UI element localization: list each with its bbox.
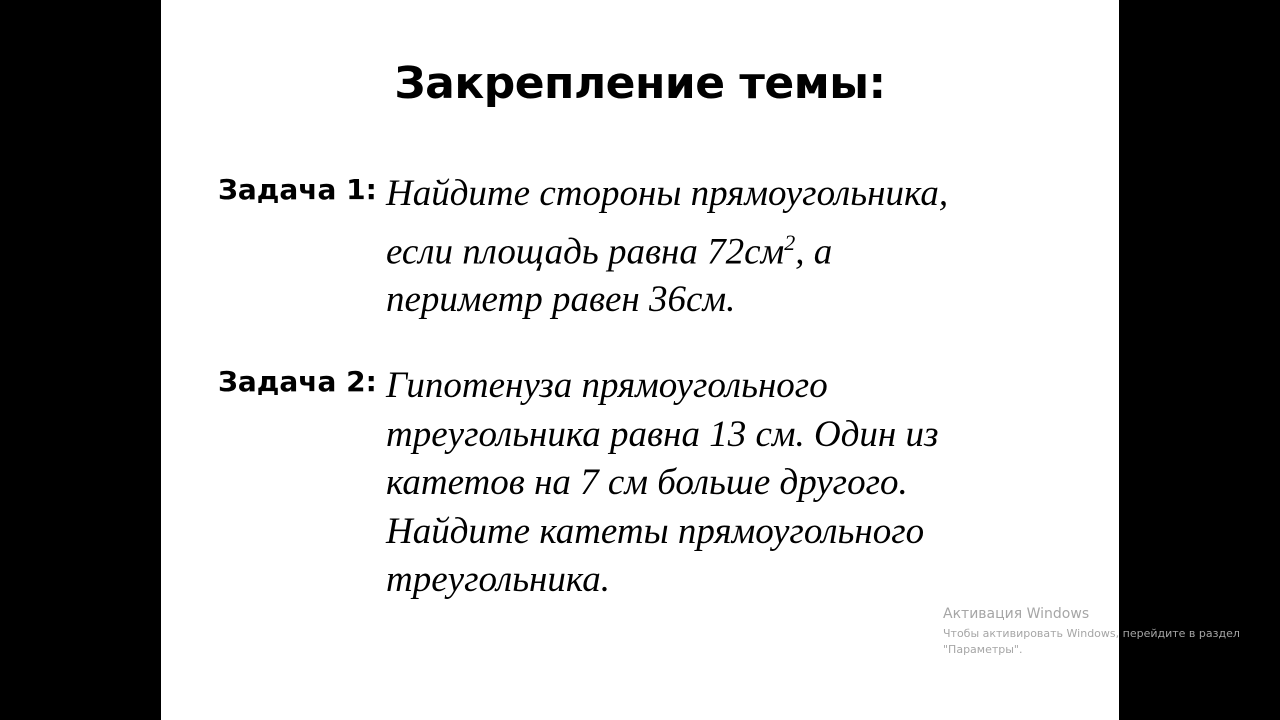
task-1-line-2 [386, 219, 1086, 277]
task-2-line-1: Гипотенуза прямоугольного [386, 365, 828, 406]
task-1-line-3: периметр равен 36см. [386, 279, 736, 321]
task-1-line-1: Найдите стороны прямоугольника, [386, 173, 949, 214]
watermark-subtitle: Чтобы активировать Windows, перейдите в раздел "Параметры". [943, 627, 1240, 656]
task-2-text [386, 362, 1086, 605]
slide-title: Закрепление темы: [394, 58, 886, 109]
area-unit-superscript: 2 [784, 229, 796, 255]
task-2-label: Задача 2: [218, 365, 377, 398]
task-1-label: Задача 1: [218, 173, 377, 206]
task-2-line-2: треугольника равна 13 см. Один из [386, 413, 939, 455]
watermark-title: Активация Windows [943, 606, 1090, 622]
task-1-area-text: если площадь равна 72см [386, 230, 785, 272]
task-2-line-4: Найдите катеты прямоугольного [386, 510, 925, 552]
windows-activation-watermark [943, 604, 1273, 658]
task-1-area-tail: , а [795, 230, 833, 272]
task-1-text [386, 170, 1086, 325]
task-2-line-5: треугольника. [386, 559, 611, 600]
task-2-line-3: катетов на 7 см больше другого. [386, 462, 908, 503]
